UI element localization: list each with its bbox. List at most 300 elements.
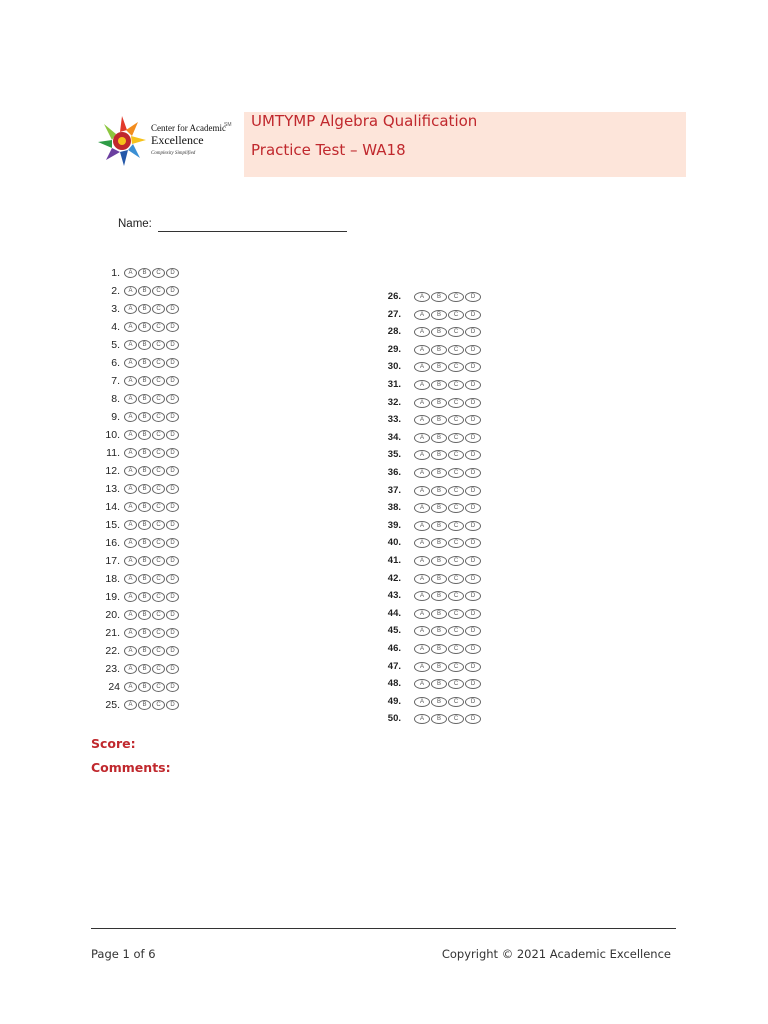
answer-bubble[interactable]: C bbox=[448, 626, 464, 636]
answer-bubble[interactable]: C bbox=[448, 644, 464, 654]
answer-bubble[interactable]: D bbox=[465, 433, 481, 443]
question-number: 7. bbox=[111, 375, 120, 387]
answer-bubbles bbox=[124, 286, 179, 296]
question-number: 24 bbox=[108, 681, 120, 693]
answer-bubbles bbox=[414, 486, 481, 496]
question-number: 23. bbox=[105, 663, 120, 675]
answer-bubble[interactable]: D bbox=[465, 450, 481, 460]
answer-bubble[interactable]: D bbox=[166, 574, 179, 584]
answer-bubble[interactable]: A bbox=[414, 521, 430, 531]
comments-label: Comments: bbox=[91, 760, 171, 775]
answer-bubble[interactable]: D bbox=[465, 362, 481, 372]
answer-bubble[interactable]: A bbox=[124, 538, 137, 548]
answer-bubble[interactable]: B bbox=[138, 412, 151, 422]
answer-bubble[interactable]: C bbox=[152, 448, 165, 458]
answer-bubble[interactable]: A bbox=[124, 592, 137, 602]
answer-bubble[interactable]: B bbox=[431, 626, 447, 636]
question-number: 12. bbox=[105, 465, 120, 477]
answer-bubble[interactable]: D bbox=[166, 610, 179, 620]
answer-bubble[interactable]: C bbox=[152, 268, 165, 278]
answer-bubble[interactable]: B bbox=[431, 697, 447, 707]
question-number: 49. bbox=[387, 695, 401, 707]
answer-bubble[interactable]: D bbox=[465, 415, 481, 425]
test-title: UMTYMP Algebra Qualification bbox=[251, 112, 478, 130]
answer-bubble[interactable]: B bbox=[431, 415, 447, 425]
answer-bubble[interactable]: C bbox=[152, 484, 165, 494]
answer-bubbles bbox=[414, 626, 481, 636]
answer-bubble[interactable]: C bbox=[152, 358, 165, 368]
answer-bubble[interactable]: B bbox=[431, 591, 447, 601]
question-number: 39. bbox=[387, 519, 401, 531]
question-number: 44. bbox=[387, 607, 401, 619]
answer-bubble[interactable]: D bbox=[465, 626, 481, 636]
answer-bubbles bbox=[414, 433, 481, 443]
question-number: 28. bbox=[387, 326, 401, 338]
question-number: 32. bbox=[387, 396, 401, 408]
question-number: 17. bbox=[105, 555, 120, 567]
answer-bubble[interactable]: C bbox=[152, 700, 165, 710]
answer-bubble[interactable]: B bbox=[138, 502, 151, 512]
answer-bubble[interactable]: C bbox=[448, 380, 464, 390]
answer-bubble[interactable]: D bbox=[465, 591, 481, 601]
answer-bubbles bbox=[414, 556, 481, 566]
answer-bubble[interactable]: D bbox=[166, 502, 179, 512]
answer-bubble[interactable]: A bbox=[414, 380, 430, 390]
answer-bubble[interactable]: D bbox=[166, 430, 179, 440]
question-number: 38. bbox=[387, 502, 401, 514]
question-number: 31. bbox=[387, 379, 401, 390]
question-number: 1. bbox=[111, 267, 120, 279]
answer-bubbles bbox=[414, 398, 481, 408]
answer-bubble[interactable]: D bbox=[465, 468, 481, 478]
question-number: 11. bbox=[106, 447, 120, 459]
answer-bubble[interactable]: B bbox=[138, 304, 151, 314]
answer-bubbles bbox=[414, 345, 481, 355]
answer-bubble[interactable]: C bbox=[448, 345, 464, 355]
answer-bubble[interactable]: C bbox=[448, 468, 464, 478]
answer-bubble[interactable]: A bbox=[124, 628, 137, 638]
answer-bubble[interactable]: B bbox=[138, 538, 151, 548]
answer-bubble[interactable]: B bbox=[431, 521, 447, 531]
answer-bubble[interactable]: D bbox=[166, 484, 179, 494]
answer-bubble[interactable]: C bbox=[448, 609, 464, 619]
answer-bubbles bbox=[414, 503, 481, 513]
answer-bubble[interactable]: C bbox=[152, 538, 165, 548]
answer-bubble[interactable]: D bbox=[465, 327, 481, 337]
answer-bubble[interactable]: C bbox=[152, 304, 165, 314]
answer-bubble[interactable]: C bbox=[448, 556, 464, 566]
answer-bubble[interactable]: C bbox=[152, 646, 165, 656]
answer-bubble[interactable]: D bbox=[465, 345, 481, 355]
answer-bubble[interactable]: A bbox=[124, 664, 137, 674]
question-number: 40. bbox=[387, 537, 401, 549]
logo-tagline: Complexity Simplified bbox=[151, 151, 196, 156]
answer-bubble[interactable]: D bbox=[166, 556, 179, 566]
answer-bubbles bbox=[124, 628, 179, 638]
answer-bubble[interactable]: C bbox=[152, 682, 165, 692]
answer-bubble[interactable]: A bbox=[124, 610, 137, 620]
answer-bubble[interactable]: B bbox=[431, 486, 447, 496]
answer-bubble[interactable]: B bbox=[431, 380, 447, 390]
question-number: 26. bbox=[387, 291, 401, 302]
answer-bubble[interactable]: A bbox=[124, 484, 137, 494]
answer-bubble[interactable]: D bbox=[166, 358, 179, 368]
answer-bubble[interactable]: D bbox=[465, 714, 481, 724]
answer-bubble[interactable]: B bbox=[138, 340, 151, 350]
question-number: 22. bbox=[105, 645, 120, 657]
question-number: 13. bbox=[105, 483, 120, 495]
answer-bubble[interactable]: B bbox=[431, 662, 447, 672]
answer-bubble[interactable]: A bbox=[414, 450, 430, 460]
answer-bubble[interactable]: B bbox=[138, 646, 151, 656]
answer-bubble[interactable]: D bbox=[465, 644, 481, 654]
answer-bubbles bbox=[414, 468, 481, 478]
answer-bubble[interactable]: B bbox=[431, 292, 447, 302]
answer-bubbles bbox=[124, 304, 179, 314]
answer-bubble[interactable]: B bbox=[431, 468, 447, 478]
answer-bubble[interactable]: D bbox=[166, 286, 179, 296]
question-number: 3. bbox=[111, 303, 120, 315]
answer-bubble[interactable]: C bbox=[448, 697, 464, 707]
answer-bubble[interactable]: D bbox=[166, 592, 179, 602]
answer-bubbles bbox=[414, 538, 481, 548]
answer-bubble[interactable]: A bbox=[414, 609, 430, 619]
answer-bubble[interactable]: B bbox=[431, 362, 447, 372]
answer-bubble[interactable]: B bbox=[138, 466, 151, 476]
answer-bubble[interactable]: B bbox=[138, 700, 151, 710]
score-label: Score: bbox=[91, 736, 136, 751]
answer-bubble[interactable]: C bbox=[152, 394, 165, 404]
answer-bubble[interactable]: B bbox=[431, 679, 447, 689]
page-number: Page 1 of 6 bbox=[91, 947, 156, 961]
answer-bubble[interactable]: A bbox=[124, 286, 137, 296]
answer-bubble[interactable]: B bbox=[431, 310, 447, 320]
answer-bubbles bbox=[124, 394, 179, 404]
answer-bubble[interactable]: D bbox=[465, 609, 481, 619]
answer-bubble[interactable]: B bbox=[138, 286, 151, 296]
answer-bubble[interactable]: A bbox=[414, 310, 430, 320]
answer-bubble[interactable]: B bbox=[138, 520, 151, 530]
answer-bubble[interactable]: D bbox=[465, 292, 481, 302]
answer-bubble[interactable]: C bbox=[152, 376, 165, 386]
answer-bubble[interactable]: B bbox=[138, 592, 151, 602]
answer-bubble[interactable]: D bbox=[166, 520, 179, 530]
answer-bubble[interactable]: B bbox=[138, 484, 151, 494]
question-number: 30. bbox=[387, 361, 401, 373]
name-field[interactable] bbox=[158, 231, 347, 232]
answer-bubble[interactable]: A bbox=[414, 574, 430, 584]
answer-bubble[interactable]: A bbox=[414, 345, 430, 355]
answer-bubble[interactable]: B bbox=[431, 433, 447, 443]
answer-bubbles bbox=[414, 415, 481, 425]
answer-bubble[interactable]: D bbox=[166, 682, 179, 692]
answer-bubble[interactable]: A bbox=[414, 433, 430, 443]
answer-bubbles bbox=[414, 679, 481, 689]
question-number: 34. bbox=[387, 431, 401, 443]
answer-bubble[interactable]: A bbox=[414, 415, 430, 425]
answer-bubbles bbox=[124, 358, 179, 368]
test-subtitle: Practice Test – WA18 bbox=[251, 141, 406, 159]
answer-bubble[interactable]: C bbox=[152, 556, 165, 566]
answer-bubble[interactable]: A bbox=[414, 697, 430, 707]
logo-text-line1: Center for Academic bbox=[151, 123, 226, 133]
answer-bubble[interactable]: B bbox=[138, 610, 151, 620]
answer-bubble[interactable]: B bbox=[431, 644, 447, 654]
logo-text-line2: Excellence bbox=[151, 133, 204, 147]
answer-bubble[interactable]: A bbox=[124, 520, 137, 530]
answer-bubble[interactable]: B bbox=[138, 376, 151, 386]
logo-trademark: SM bbox=[224, 122, 232, 128]
answer-bubble[interactable]: D bbox=[465, 662, 481, 672]
answer-bubble[interactable]: B bbox=[431, 503, 447, 513]
answer-bubble[interactable]: A bbox=[124, 358, 137, 368]
answer-bubble[interactable]: C bbox=[448, 486, 464, 496]
answer-bubble[interactable]: A bbox=[414, 398, 430, 408]
answer-bubbles bbox=[124, 682, 179, 692]
answer-bubble[interactable]: D bbox=[166, 322, 179, 332]
answer-bubble[interactable]: B bbox=[138, 574, 151, 584]
answer-bubble[interactable]: B bbox=[431, 450, 447, 460]
answer-bubble[interactable]: A bbox=[414, 503, 430, 513]
answer-bubble[interactable]: A bbox=[124, 556, 137, 566]
answer-bubble[interactable]: A bbox=[414, 644, 430, 654]
question-number: 48. bbox=[387, 678, 401, 690]
answer-bubbles bbox=[124, 538, 179, 548]
answer-bubble[interactable]: D bbox=[166, 376, 179, 386]
answer-bubble[interactable]: A bbox=[124, 700, 137, 710]
question-number: 9. bbox=[111, 411, 120, 423]
answer-bubble[interactable]: D bbox=[465, 486, 481, 496]
answer-bubble[interactable]: C bbox=[152, 574, 165, 584]
question-number: 16. bbox=[105, 537, 120, 549]
answer-bubbles bbox=[414, 644, 481, 654]
answer-bubble[interactable]: B bbox=[431, 714, 447, 724]
answer-bubbles bbox=[414, 697, 481, 707]
answer-bubble[interactable]: B bbox=[431, 574, 447, 584]
answer-bubble[interactable]: C bbox=[152, 466, 165, 476]
answer-bubble[interactable]: B bbox=[138, 556, 151, 566]
answer-bubbles bbox=[124, 340, 179, 350]
answer-bubble[interactable]: D bbox=[166, 394, 179, 404]
answer-bubble[interactable]: D bbox=[166, 664, 179, 674]
answer-bubble[interactable]: A bbox=[414, 327, 430, 337]
answer-bubble[interactable]: D bbox=[465, 503, 481, 513]
answer-bubble[interactable]: C bbox=[448, 327, 464, 337]
answer-bubble[interactable]: B bbox=[138, 358, 151, 368]
answer-bubble[interactable]: D bbox=[465, 310, 481, 320]
answer-bubble[interactable]: C bbox=[152, 664, 165, 674]
answer-bubble[interactable]: C bbox=[152, 412, 165, 422]
answer-bubbles bbox=[414, 662, 481, 672]
answer-bubbles bbox=[124, 376, 179, 386]
answer-bubble[interactable]: C bbox=[152, 340, 165, 350]
answer-bubble[interactable]: A bbox=[124, 430, 137, 440]
answer-bubble[interactable]: C bbox=[448, 310, 464, 320]
answer-bubbles bbox=[414, 362, 481, 372]
question-number: 33. bbox=[387, 414, 401, 426]
question-number: 35. bbox=[387, 449, 401, 461]
answer-bubbles bbox=[414, 574, 481, 584]
answer-bubble[interactable]: C bbox=[152, 592, 165, 602]
answer-bubble[interactable]: D bbox=[166, 412, 179, 422]
answer-bubbles bbox=[124, 484, 179, 494]
answer-bubble[interactable]: A bbox=[414, 538, 430, 548]
question-number: 25. bbox=[105, 699, 120, 711]
footer-divider bbox=[91, 928, 676, 929]
answer-bubble[interactable]: B bbox=[431, 538, 447, 548]
answer-bubble[interactable]: D bbox=[166, 700, 179, 710]
answer-bubble[interactable]: D bbox=[166, 304, 179, 314]
answer-bubble[interactable]: D bbox=[465, 574, 481, 584]
answer-bubble[interactable]: A bbox=[414, 679, 430, 689]
answer-bubble[interactable]: D bbox=[166, 466, 179, 476]
question-number: 8. bbox=[111, 393, 120, 405]
answer-bubble[interactable]: D bbox=[166, 340, 179, 350]
answer-bubble[interactable]: C bbox=[152, 430, 165, 440]
answer-bubble[interactable]: C bbox=[448, 679, 464, 689]
answer-bubbles bbox=[124, 664, 179, 674]
answer-bubble[interactable]: D bbox=[166, 628, 179, 638]
question-number: 4. bbox=[111, 321, 120, 333]
answer-bubbles bbox=[124, 646, 179, 656]
question-number: 27. bbox=[387, 308, 401, 320]
answer-bubble[interactable]: C bbox=[152, 628, 165, 638]
answer-bubbles bbox=[124, 700, 179, 710]
answer-bubble[interactable]: A bbox=[414, 714, 430, 724]
answer-bubble[interactable]: C bbox=[448, 591, 464, 601]
answer-bubble[interactable]: D bbox=[465, 398, 481, 408]
answer-bubbles bbox=[414, 591, 481, 601]
answer-bubble[interactable]: D bbox=[465, 697, 481, 707]
question-number: 2. bbox=[111, 285, 120, 297]
answer-bubbles bbox=[414, 310, 481, 320]
answer-bubble[interactable]: D bbox=[166, 538, 179, 548]
answer-bubble[interactable]: D bbox=[465, 538, 481, 548]
question-number: 46. bbox=[387, 643, 401, 654]
answer-bubble[interactable]: C bbox=[448, 433, 464, 443]
answer-bubble[interactable]: B bbox=[138, 628, 151, 638]
answer-bubble[interactable]: A bbox=[124, 448, 137, 458]
answer-bubble[interactable]: B bbox=[138, 322, 151, 332]
answer-bubble[interactable]: A bbox=[124, 394, 137, 404]
answer-bubble[interactable]: B bbox=[138, 394, 151, 404]
copyright: Copyright © 2021 Academic Excellence bbox=[441, 947, 671, 961]
answer-bubble[interactable]: D bbox=[166, 268, 179, 278]
answer-bubbles bbox=[124, 592, 179, 602]
answer-bubbles bbox=[124, 448, 179, 458]
answer-bubble[interactable]: A bbox=[414, 662, 430, 672]
answer-bubble[interactable]: A bbox=[414, 292, 430, 302]
answer-bubble[interactable]: A bbox=[124, 412, 137, 422]
answer-bubble[interactable]: D bbox=[465, 521, 481, 531]
answer-bubble[interactable]: A bbox=[124, 502, 137, 512]
answer-bubble[interactable]: A bbox=[124, 466, 137, 476]
answer-bubble[interactable]: A bbox=[124, 376, 137, 386]
question-number: 19. bbox=[105, 591, 120, 603]
answer-bubble[interactable]: B bbox=[431, 345, 447, 355]
question-number: 14. bbox=[105, 501, 120, 513]
answer-bubble[interactable]: C bbox=[448, 503, 464, 513]
question-number: 36. bbox=[387, 467, 401, 478]
answer-bubble[interactable]: C bbox=[152, 286, 165, 296]
answer-bubble[interactable]: B bbox=[138, 682, 151, 692]
answer-bubble[interactable]: C bbox=[152, 322, 165, 332]
question-number: 47. bbox=[387, 660, 401, 672]
answer-bubble[interactable]: A bbox=[414, 591, 430, 601]
answer-bubble[interactable]: D bbox=[465, 679, 481, 689]
answer-bubble[interactable]: D bbox=[465, 380, 481, 390]
question-number: 6. bbox=[111, 357, 120, 369]
answer-bubble[interactable]: D bbox=[166, 448, 179, 458]
question-number: 41. bbox=[387, 555, 401, 566]
answer-bubble[interactable]: A bbox=[124, 574, 137, 584]
answer-bubbles bbox=[124, 412, 179, 422]
answer-bubble[interactable]: C bbox=[448, 362, 464, 372]
answer-bubble[interactable]: A bbox=[414, 556, 430, 566]
answer-bubble[interactable]: C bbox=[448, 415, 464, 425]
question-number: 42. bbox=[387, 572, 401, 584]
answer-bubble[interactable]: A bbox=[414, 468, 430, 478]
answer-bubble[interactable]: B bbox=[138, 268, 151, 278]
answer-bubbles bbox=[124, 556, 179, 566]
answer-bubble[interactable]: C bbox=[448, 538, 464, 548]
answer-bubble[interactable]: B bbox=[431, 327, 447, 337]
answer-bubble[interactable]: C bbox=[448, 662, 464, 672]
answer-bubble[interactable]: D bbox=[465, 556, 481, 566]
answer-bubble[interactable]: B bbox=[431, 556, 447, 566]
question-number: 45. bbox=[387, 625, 401, 637]
answer-bubbles bbox=[124, 322, 179, 332]
answer-bubble[interactable]: A bbox=[124, 304, 137, 314]
question-number: 43. bbox=[387, 590, 401, 602]
answer-bubbles bbox=[414, 380, 481, 390]
answer-bubbles bbox=[414, 609, 481, 619]
answer-bubble[interactable]: C bbox=[448, 292, 464, 302]
answer-bubbles bbox=[414, 327, 481, 337]
answer-bubble[interactable]: A bbox=[124, 268, 137, 278]
answer-bubble[interactable]: C bbox=[448, 450, 464, 460]
answer-bubble[interactable]: B bbox=[138, 664, 151, 674]
answer-bubble[interactable]: A bbox=[414, 486, 430, 496]
answer-bubble[interactable]: C bbox=[152, 502, 165, 512]
answer-bubble[interactable]: A bbox=[124, 646, 137, 656]
answer-bubbles bbox=[414, 292, 481, 302]
answer-bubble[interactable]: A bbox=[414, 362, 430, 372]
name-label: Name: bbox=[118, 218, 152, 230]
question-number: 29. bbox=[387, 343, 401, 355]
answer-bubble[interactable]: A bbox=[124, 340, 137, 350]
answer-bubble[interactable]: C bbox=[448, 714, 464, 724]
answer-bubble[interactable]: A bbox=[414, 626, 430, 636]
answer-bubble[interactable]: B bbox=[431, 398, 447, 408]
question-number: 5. bbox=[111, 339, 120, 351]
answer-bubble[interactable]: B bbox=[431, 609, 447, 619]
answer-bubble[interactable]: B bbox=[138, 448, 151, 458]
answer-bubbles bbox=[414, 521, 481, 531]
answer-bubble[interactable]: C bbox=[448, 574, 464, 584]
answer-bubble[interactable]: C bbox=[448, 521, 464, 531]
answer-bubble[interactable]: C bbox=[448, 398, 464, 408]
question-number: 10. bbox=[105, 429, 120, 441]
answer-bubble[interactable]: C bbox=[152, 610, 165, 620]
answer-bubbles bbox=[124, 466, 179, 476]
answer-bubble[interactable]: C bbox=[152, 520, 165, 530]
answer-bubble[interactable]: D bbox=[166, 646, 179, 656]
answer-bubble[interactable]: A bbox=[124, 322, 137, 332]
answer-bubble[interactable]: B bbox=[138, 430, 151, 440]
question-number: 21. bbox=[105, 627, 120, 639]
answer-bubble[interactable]: A bbox=[124, 682, 137, 692]
